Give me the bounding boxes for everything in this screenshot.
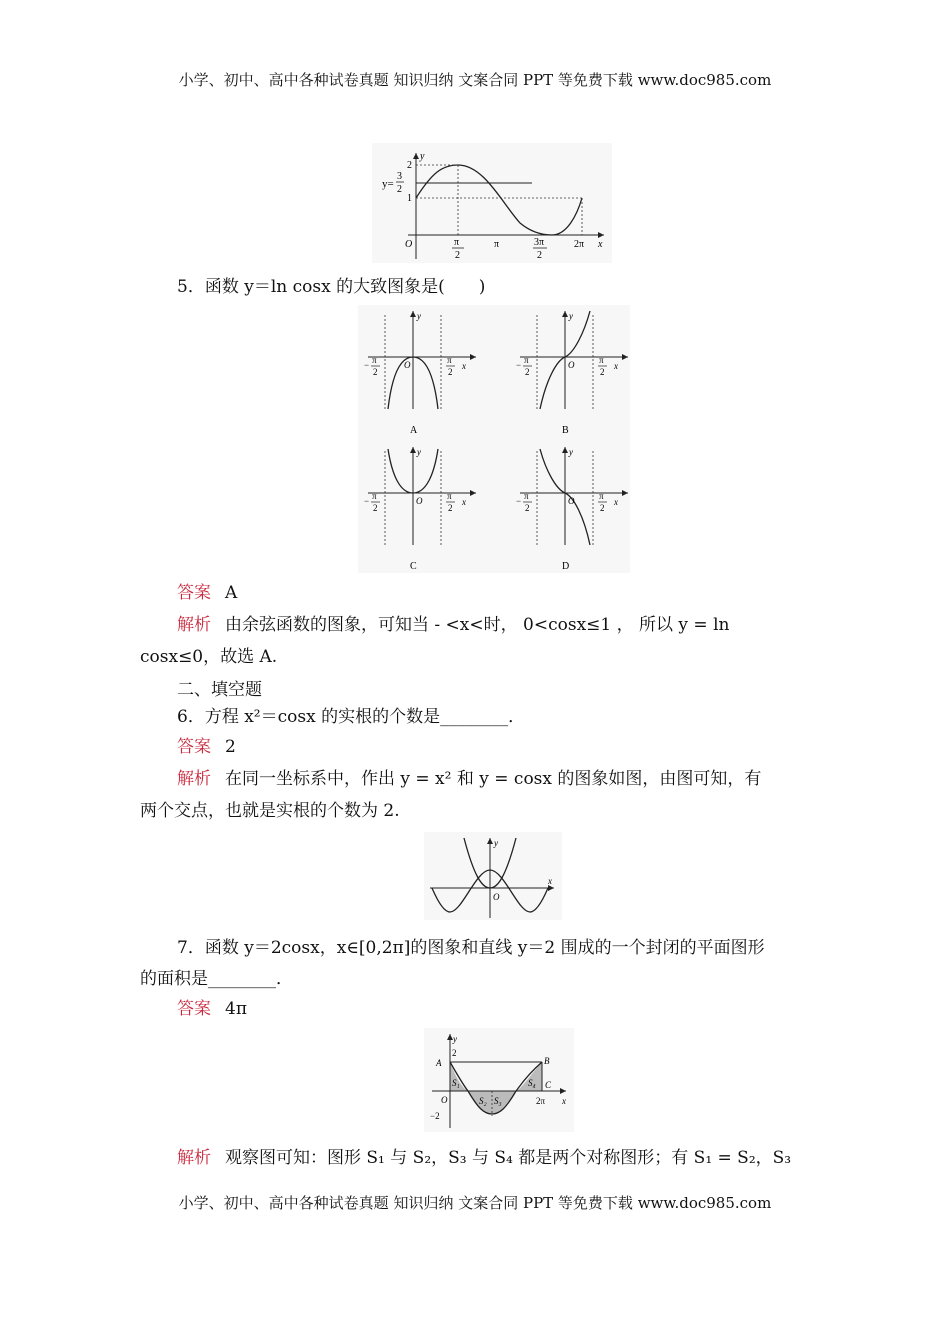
svg-text:−2: −2: [430, 1111, 440, 1121]
q5-option-graphs: [358, 305, 630, 573]
label-two-den: 2: [397, 184, 402, 195]
q5-analysis-line2: cosx≤0，故选 A.: [140, 647, 278, 667]
answer-tag: 答案: [177, 583, 211, 603]
svg-text:A: A: [436, 1058, 442, 1068]
svg-text:2: 2: [525, 367, 530, 377]
label-y1: 1: [407, 193, 412, 204]
svg-text:−: −: [516, 496, 522, 506]
svg-text:O: O: [416, 496, 423, 506]
svg-text:y: y: [569, 311, 573, 321]
svg-text:2: 2: [452, 1048, 457, 1058]
question-7-line2: 的面积是________．: [140, 969, 293, 989]
question-7-line1: 7．函数 y＝2cosx，x∈[0,2π]的图象和直线 y＝2 围成的一个封闭的平面图形: [177, 938, 765, 958]
answer-tag: 答案: [177, 999, 211, 1019]
figure-q5-options: [358, 305, 630, 573]
option-d-label: D: [562, 561, 570, 572]
sine-curve-graph: [372, 143, 612, 263]
svg-text:C: C: [545, 1080, 552, 1090]
analysis-tag: 解析: [177, 1148, 211, 1168]
label-pi-num: π: [454, 237, 460, 248]
page-header: 小学、初中、高中各种试卷真题 知识归纳 文案合同 PPT 等免费下载 www.doc985.com: [178, 71, 772, 89]
label-two-pi: 2π: [574, 239, 585, 250]
figure-q7: [424, 1028, 574, 1132]
svg-text:O: O: [441, 1095, 448, 1105]
answer-tag: 答案: [177, 737, 211, 757]
figure-sine-curve: [372, 143, 612, 263]
analysis-tag: 解析: [177, 769, 211, 789]
label-y2: 2: [407, 160, 412, 171]
svg-text:O: O: [568, 496, 575, 506]
svg-text:y: y: [569, 447, 573, 457]
q6-analysis-line1: [177, 768, 761, 790]
svg-text:O: O: [568, 360, 575, 370]
svg-text:2π: 2π: [536, 1096, 546, 1106]
option-a-label: A: [410, 425, 418, 436]
svg-text:x: x: [462, 497, 466, 507]
label-three: 3: [397, 171, 402, 182]
svg-text:π: π: [524, 355, 529, 365]
svg-text:−: −: [364, 360, 370, 370]
q5-analysis-line1: [177, 614, 729, 636]
section-title: 二、填空题: [177, 680, 262, 700]
svg-text:O: O: [493, 892, 500, 902]
label-pi-den: 2: [455, 250, 460, 261]
option-b-label: B: [562, 425, 569, 436]
label-x: x: [598, 239, 603, 250]
svg-text:π: π: [372, 355, 377, 365]
q6-analysis-line2: 两个交点，也就是实根的个数为 2.: [140, 801, 400, 821]
svg-text:2: 2: [525, 503, 530, 513]
svg-text:x: x: [614, 497, 618, 507]
page-footer: 小学、初中、高中各种试卷真题 知识归纳 文案合同 PPT 等免费下载 www.doc985.com: [178, 1194, 772, 1212]
q6-graph: [424, 832, 562, 920]
label-origin: O: [405, 239, 413, 250]
svg-text:y: y: [417, 311, 421, 321]
svg-text:S₃: S₃: [494, 1096, 502, 1106]
answer-value: 4π: [225, 999, 247, 1019]
svg-text:x: x: [562, 1096, 566, 1106]
svg-text:y: y: [417, 447, 421, 457]
label-three-pi-den: 2: [537, 250, 542, 261]
question-6: 6．方程 x²＝cosx 的实根的个数是________．: [177, 707, 526, 727]
svg-text:y: y: [494, 838, 498, 848]
svg-text:y: y: [453, 1034, 457, 1044]
svg-text:π: π: [599, 355, 604, 365]
question-5: 5．函数 y＝ln cosx 的大致图象是( ): [177, 277, 486, 297]
svg-text:2: 2: [373, 503, 378, 513]
option-c-label: C: [410, 561, 417, 572]
q7-answer: [177, 998, 247, 1020]
svg-text:π: π: [524, 491, 529, 501]
svg-text:2: 2: [600, 367, 605, 377]
analysis-tag: 解析: [177, 615, 211, 635]
analysis-text: 观察图可知：图形 S₁ 与 S₂，S₃ 与 S₄ 都是两个对称图形；有 S₁ = S₂，S₃: [225, 1148, 792, 1168]
svg-text:x: x: [462, 361, 466, 371]
q7-graph: [424, 1028, 574, 1132]
figure-q6: [424, 832, 562, 920]
label-three-pi-num: 3π: [534, 237, 545, 248]
svg-text:π: π: [447, 355, 452, 365]
analysis-text: 在同一坐标系中，作出 y = x² 和 y = cosx 的图象如图，由图可知，有: [225, 769, 762, 789]
svg-text:S₂: S₂: [479, 1096, 487, 1106]
svg-text:π: π: [447, 491, 452, 501]
analysis-text: 由余弦函数的图象，可知当 - <x<时， 0<cosx≤1 ， 所以 y = ln: [225, 615, 730, 635]
label-y-eq: y=: [382, 178, 394, 190]
svg-text:−: −: [364, 496, 370, 506]
svg-text:π: π: [372, 491, 377, 501]
svg-text:2: 2: [600, 503, 605, 513]
answer-value: 2: [225, 737, 236, 757]
q6-answer: [177, 736, 236, 758]
svg-text:2: 2: [448, 367, 453, 377]
svg-text:π: π: [599, 491, 604, 501]
q7-analysis: [177, 1147, 791, 1169]
svg-text:x: x: [614, 361, 618, 371]
svg-text:B: B: [544, 1056, 550, 1066]
svg-text:S₄: S₄: [528, 1078, 536, 1088]
svg-text:S₁: S₁: [452, 1078, 460, 1088]
svg-text:x: x: [548, 876, 552, 886]
svg-text:2: 2: [448, 503, 453, 513]
svg-text:O: O: [404, 360, 411, 370]
svg-text:−: −: [516, 360, 522, 370]
answer-value: A: [225, 583, 238, 603]
label-pi: π: [494, 239, 500, 250]
label-y: y: [420, 151, 425, 162]
q5-answer: [177, 582, 237, 604]
svg-text:2: 2: [373, 367, 378, 377]
